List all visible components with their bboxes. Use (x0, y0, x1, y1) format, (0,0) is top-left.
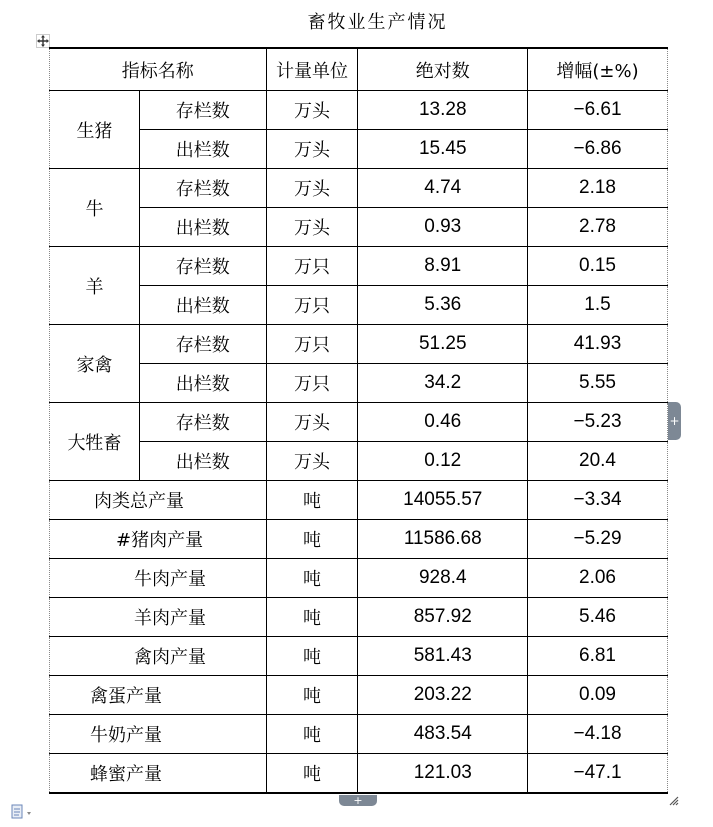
value-cell: 857.92 (358, 598, 528, 637)
value-cell: 51.25 (358, 325, 528, 364)
unit-cell: 万只 (266, 247, 358, 286)
group-name-cell: 牛 (50, 169, 140, 247)
product-name-cell: 牛肉产量 (50, 559, 267, 598)
table-row (50, 286, 668, 325)
value-cell: 203.22 (358, 676, 528, 715)
sub-indicator-cell: 存栏数 (139, 403, 266, 442)
livestock-table (49, 47, 668, 794)
header-cell: 绝对数 (358, 48, 528, 91)
value-cell: 34.2 (358, 364, 528, 403)
product-name-cell: 禽蛋产量 (50, 676, 267, 715)
table-resize-handle-icon[interactable] (668, 795, 679, 806)
value-cell: 0.93 (358, 208, 528, 247)
value-cell: 14055.57 (358, 481, 528, 520)
table-row (50, 169, 668, 208)
change-cell: 2.18 (528, 169, 668, 208)
unit-cell: 吨 (266, 754, 358, 794)
paste-options-icon[interactable] (10, 804, 40, 820)
sub-indicator-cell: 存栏数 (139, 247, 266, 286)
table-row (50, 91, 668, 130)
table-row (50, 754, 668, 794)
sub-indicator-cell: 出栏数 (139, 364, 266, 403)
value-cell: 0.12 (358, 442, 528, 481)
value-cell: 13.28 (358, 91, 528, 130)
product-name-cell: #猪肉产量 (50, 520, 267, 559)
value-cell: 11586.68 (358, 520, 528, 559)
group-name-cell: 生猪 (50, 91, 140, 169)
value-cell: 15.45 (358, 130, 528, 169)
change-cell: −4.18 (528, 715, 668, 754)
change-cell: 41.93 (528, 325, 668, 364)
unit-cell: 万头 (266, 169, 358, 208)
unit-cell: 万头 (266, 130, 358, 169)
group-name-cell: 羊 (50, 247, 140, 325)
change-cell: 2.78 (528, 208, 668, 247)
table-row (50, 247, 668, 286)
unit-cell: 万只 (266, 364, 358, 403)
header-cell: 计量单位 (266, 48, 358, 91)
value-cell: 8.91 (358, 247, 528, 286)
table-row (50, 676, 668, 715)
unit-cell: 吨 (266, 637, 358, 676)
change-cell: 20.4 (528, 442, 668, 481)
sub-indicator-cell: 出栏数 (139, 442, 266, 481)
unit-cell: 万只 (266, 325, 358, 364)
table-row (50, 364, 668, 403)
add-column-button[interactable]: + (668, 402, 681, 440)
value-cell: 483.54 (358, 715, 528, 754)
unit-cell: 万只 (266, 286, 358, 325)
sub-indicator-cell: 存栏数 (139, 169, 266, 208)
table-row (50, 715, 668, 754)
add-row-button[interactable]: + (339, 795, 377, 806)
table-row (50, 559, 668, 598)
header-cell: 指标名称 (50, 48, 267, 91)
table-row (50, 403, 668, 442)
table-row (50, 481, 668, 520)
sub-indicator-cell: 存栏数 (139, 325, 266, 364)
sub-indicator-cell: 出栏数 (139, 286, 266, 325)
change-cell: 2.06 (528, 559, 668, 598)
value-cell: 0.46 (358, 403, 528, 442)
value-cell: 4.74 (358, 169, 528, 208)
unit-cell: 万头 (266, 403, 358, 442)
group-name-cell: 家禽 (50, 325, 140, 403)
table-row (50, 520, 668, 559)
change-cell: −3.34 (528, 481, 668, 520)
unit-cell: 万头 (266, 91, 358, 130)
table-move-handle-icon[interactable] (36, 34, 50, 48)
change-cell: −47.1 (528, 754, 668, 794)
change-cell: 0.09 (528, 676, 668, 715)
sub-indicator-cell: 出栏数 (139, 130, 266, 169)
product-name-cell: 羊肉产量 (50, 598, 267, 637)
unit-cell: 吨 (266, 676, 358, 715)
product-name-cell: 禽肉产量 (50, 637, 267, 676)
table-row (50, 442, 668, 481)
change-cell: −5.23 (528, 403, 668, 442)
group-name-cell: 大牲畜 (50, 403, 140, 481)
change-cell: −6.86 (528, 130, 668, 169)
header-row (50, 48, 668, 91)
change-cell: −5.29 (528, 520, 668, 559)
product-name-cell: 牛奶产量 (50, 715, 267, 754)
unit-cell: 万头 (266, 442, 358, 481)
value-cell: 928.4 (358, 559, 528, 598)
unit-cell: 万头 (266, 208, 358, 247)
sub-indicator-cell: 出栏数 (139, 208, 266, 247)
change-cell: 0.15 (528, 247, 668, 286)
unit-cell: 吨 (266, 598, 358, 637)
unit-cell: 吨 (266, 481, 358, 520)
value-cell: 581.43 (358, 637, 528, 676)
table-title: 畜牧业生产情况 (307, 12, 448, 33)
table-row (50, 325, 668, 364)
product-name-cell: 蜂蜜产量 (50, 754, 267, 794)
sub-indicator-cell: 存栏数 (139, 91, 266, 130)
value-cell: 121.03 (358, 754, 528, 794)
change-cell: 6.81 (528, 637, 668, 676)
unit-cell: 吨 (266, 715, 358, 754)
change-cell: −6.61 (528, 91, 668, 130)
table-row (50, 637, 668, 676)
header-cell: 增幅(±%) (528, 48, 668, 91)
change-cell: 5.55 (528, 364, 668, 403)
table-row (50, 208, 668, 247)
unit-cell: 吨 (266, 559, 358, 598)
table-row (50, 598, 668, 637)
product-name-cell: 肉类总产量 (50, 481, 267, 520)
table-row (50, 130, 668, 169)
change-cell: 5.46 (528, 598, 668, 637)
change-cell: 1.5 (528, 286, 668, 325)
unit-cell: 吨 (266, 520, 358, 559)
value-cell: 5.36 (358, 286, 528, 325)
